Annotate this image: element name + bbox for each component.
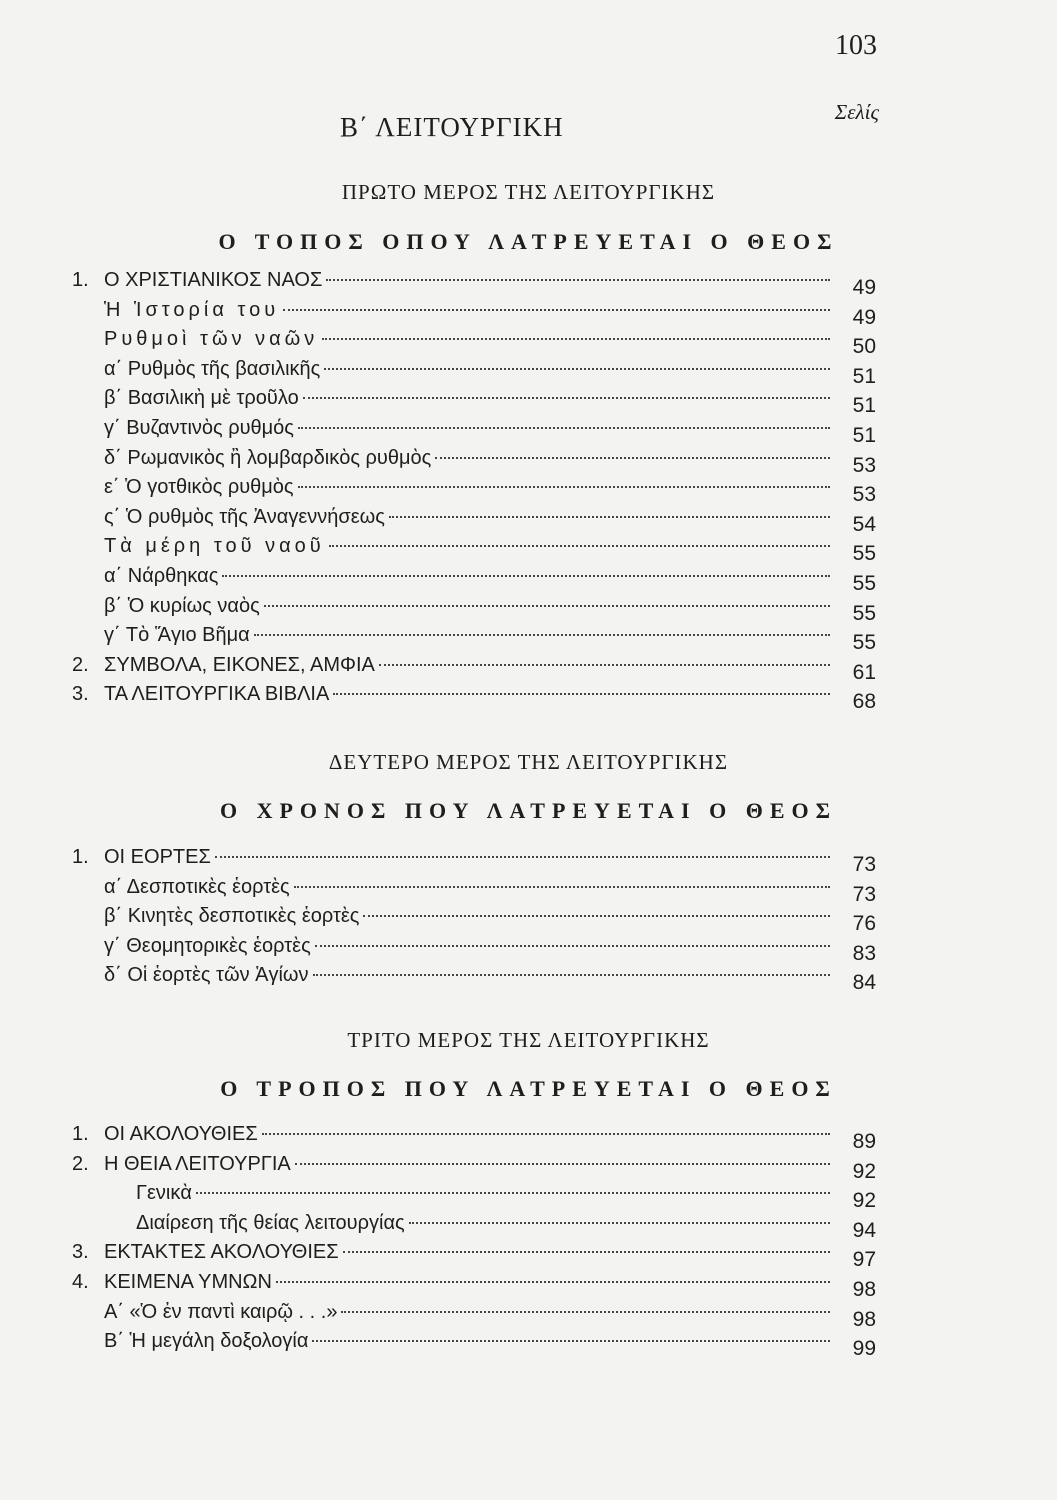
- toc-number: 4.: [72, 1270, 89, 1293]
- toc-page: 89: [852, 1130, 876, 1153]
- dot-leader: [333, 693, 830, 695]
- part-1-toc: [72, 268, 876, 712]
- toc-entry: [72, 1122, 876, 1152]
- toc-text: Ρυθμοὶ τῶν ναῶν: [104, 328, 319, 351]
- dot-leader: [341, 1311, 830, 1313]
- dot-leader: [196, 1192, 830, 1194]
- toc-text: β΄ Ὁ κυρίως ναὸς: [104, 594, 260, 617]
- toc-page: 92: [852, 1189, 876, 1213]
- toc-page: 49: [852, 276, 876, 299]
- dot-leader: [294, 886, 830, 888]
- toc-text: Α΄ «Ὁ ἐν παντὶ καιρῷ . . .»: [104, 1300, 338, 1323]
- part-3-toc: [72, 1122, 876, 1359]
- toc-text: Β΄ Ἡ μεγάλη δοξολογία: [104, 1330, 309, 1353]
- toc-text: α΄ Ρυθμὸς τῆς βασιλικῆς: [104, 357, 321, 380]
- toc-entry: [72, 1211, 876, 1241]
- toc-text: ΚΕΙΜΕΝΑ ΥΜΝΩΝ: [104, 1270, 272, 1293]
- toc-text: γ΄ Θεομητορικὲς ἑορτὲς: [104, 934, 311, 957]
- toc-text: γ΄ Τὸ Ἅγιο Βῆμα: [104, 624, 250, 647]
- toc-page: 98: [852, 1277, 876, 1301]
- part-2-subtitle: Ο ΧΡΟΝΟΣ ΠΟΥ ΛΑΤΡΕΥΕΤΑΙ Ο ΘΕΟΣ: [219, 798, 837, 823]
- dot-leader: [329, 545, 830, 547]
- toc-entry: [72, 327, 876, 357]
- toc-number: 2.: [72, 653, 89, 676]
- toc-entry: [72, 446, 876, 476]
- toc-entry: [72, 1181, 876, 1211]
- dot-leader: [322, 338, 830, 340]
- part-2-title: ΔΕΥΤΕΡΟ ΜΕΡΟΣ ΤΗΣ ΛΕΙΤΟΥΡΓΙΚΗΣ: [328, 750, 729, 774]
- toc-entry: [72, 475, 876, 505]
- toc-number: 1.: [72, 269, 89, 291]
- toc-page: 83: [852, 941, 876, 965]
- dot-leader: [435, 457, 830, 459]
- toc-entry: [72, 934, 876, 964]
- toc-page: 54: [852, 512, 876, 536]
- toc-page: 53: [852, 453, 876, 477]
- dot-leader: [295, 1163, 830, 1165]
- main-title: Β΄ ΛΕΙΤΟΥΡΓΙΚΗ: [340, 112, 564, 142]
- toc-page: 53: [852, 483, 876, 507]
- toc-text: Η ΘΕΙΑ ΛΕΙΤΟΥΡΓΙΑ: [104, 1152, 291, 1175]
- toc-entry: [72, 845, 876, 875]
- toc-page: 73: [852, 882, 876, 906]
- toc-entry: [72, 1240, 876, 1270]
- toc-entry: [72, 268, 876, 298]
- toc-entry: [72, 505, 876, 535]
- part-1-subtitle: Ο ΤΟΠΟΣ ΟΠΟΥ ΛΑΤΡΕΥΕΤΑΙ Ο ΘΕΟΣ: [218, 229, 839, 254]
- toc-text: ΕΚΤΑΚΤΕΣ ΑΚΟΛΟΥΘΙΕΣ: [104, 1241, 339, 1264]
- toc-text: γ΄ Βυζαντινὸς ρυθμός: [104, 416, 294, 439]
- toc-text: δ΄ Ρωμανικὸς ἢ λομβαρδικὸς ρυθμὸς: [104, 446, 432, 469]
- toc-page: 97: [852, 1248, 876, 1272]
- toc-text: ΤΑ ΛΕΙΤΟΥΡΓΙΚΑ ΒΙΒΛΙΑ: [104, 683, 330, 706]
- toc-text: Διαίρεση τῆς θείας λειτουργίας: [136, 1211, 405, 1234]
- toc-entry: [72, 682, 876, 712]
- toc-entry: [72, 875, 876, 905]
- toc-entry: [72, 594, 876, 624]
- toc-text: β΄ Βασιλικὴ μὲ τροῦλο: [104, 387, 299, 410]
- toc-entry: [72, 1329, 876, 1359]
- toc-entry: [72, 1152, 876, 1182]
- toc-page: 55: [852, 542, 876, 566]
- toc-entry: [72, 534, 876, 564]
- part-3-title: ΤΡΙΤΟ ΜΕΡΟΣ ΤΗΣ ΛΕΙΤΟΥΡΓΙΚΗΣ: [347, 1028, 710, 1052]
- page-number: 103: [835, 30, 877, 61]
- toc-entry: [72, 963, 876, 993]
- toc-number: 1.: [72, 846, 89, 868]
- toc-entry: [72, 357, 876, 387]
- toc-page: 50: [852, 335, 876, 359]
- toc-page: 76: [852, 912, 876, 936]
- toc-page: 49: [852, 305, 876, 329]
- dot-leader: [254, 634, 830, 636]
- dot-leader: [343, 1251, 830, 1253]
- toc-text: Ἡ Ἱστορία του: [104, 298, 280, 321]
- dot-leader: [283, 309, 830, 311]
- toc-entry: [72, 623, 876, 653]
- part-1-title: ΠΡΩΤΟ ΜΕΡΟΣ ΤΗΣ ΛΕΙΤΟΥΡΓΙΚΗΣ: [341, 180, 716, 204]
- toc-entry: [72, 653, 876, 683]
- toc-page: 51: [852, 394, 876, 418]
- page-column-label: Σελίς: [834, 100, 879, 124]
- dot-leader: [276, 1281, 830, 1283]
- toc-text: Ο ΧΡΙΣΤΙΑΝΙΚΟΣ ΝΑΟΣ: [104, 269, 323, 291]
- toc-page: 55: [852, 571, 876, 595]
- dot-leader: [363, 915, 830, 917]
- toc-page: 55: [852, 631, 876, 655]
- dot-leader: [312, 1340, 830, 1342]
- dot-leader: [264, 605, 830, 607]
- part-3-subtitle: Ο ΤΡΟΠΟΣ ΠΟΥ ΛΑΤΡΕΥΕΤΑΙ Ο ΘΕΟΣ: [220, 1076, 837, 1101]
- toc-page: 98: [852, 1307, 876, 1331]
- toc-page: 51: [852, 423, 876, 447]
- toc-text: δ΄ Οἱ ἑορτὲς τῶν Ἁγίων: [104, 964, 309, 987]
- toc-number: 3.: [72, 683, 89, 706]
- dot-leader: [262, 1133, 830, 1135]
- dot-leader: [315, 945, 830, 947]
- toc-text: Γενικὰ: [136, 1182, 192, 1205]
- toc-page: 68: [852, 690, 876, 714]
- dot-leader: [298, 427, 830, 429]
- toc-entry: [72, 1300, 876, 1330]
- dot-leader: [324, 368, 830, 370]
- toc-text: ε΄ Ὁ γοτθικὸς ρυθμὸς: [104, 476, 294, 499]
- dot-leader: [215, 856, 830, 858]
- toc-entry: [72, 416, 876, 446]
- toc-page: 51: [852, 364, 876, 388]
- part-2-toc: [72, 845, 876, 993]
- toc-page: 73: [852, 853, 876, 876]
- toc-number: 2.: [72, 1152, 89, 1175]
- toc-text: Τὰ μέρη τοῦ ναοῦ: [104, 535, 325, 558]
- dot-leader: [326, 279, 830, 281]
- toc-text: ΟΙ ΕΟΡΤΕΣ: [104, 846, 211, 868]
- toc-entry: [72, 904, 876, 934]
- toc-entry: [72, 386, 876, 416]
- toc-text: ς΄ Ὁ ρυθμὸς τῆς Ἀναγεννήσεως: [104, 505, 385, 528]
- dot-leader: [389, 516, 830, 518]
- toc-number: 3.: [72, 1241, 89, 1264]
- toc-number: 1.: [72, 1123, 89, 1145]
- toc-page: 61: [852, 660, 876, 684]
- dot-leader: [303, 397, 830, 399]
- toc-page: 55: [852, 601, 876, 625]
- toc-entry: [72, 1270, 876, 1300]
- dot-leader: [222, 575, 830, 577]
- dot-leader: [298, 486, 830, 488]
- toc-page: 94: [852, 1218, 876, 1242]
- dot-leader: [379, 664, 830, 666]
- toc-text: ΟΙ ΑΚΟΛΟΥΘΙΕΣ: [104, 1123, 258, 1145]
- toc-page: 84: [852, 971, 876, 995]
- dot-leader: [409, 1222, 830, 1224]
- toc-page: 99: [852, 1337, 876, 1361]
- toc-text: ΣΥΜΒΟΛΑ, ΕΙΚΟΝΕΣ, ΑΜΦΙΑ: [104, 653, 375, 676]
- toc-page: 92: [852, 1159, 876, 1183]
- toc-text: α΄ Δεσποτικὲς ἑορτὲς: [104, 875, 290, 898]
- dot-leader: [313, 974, 830, 976]
- toc-text: β΄ Κινητὲς δεσποτικὲς ἑορτὲς: [104, 905, 360, 928]
- toc-entry: [72, 298, 876, 328]
- toc-text: α΄ Νάρθηκας: [104, 564, 219, 587]
- toc-entry: [72, 564, 876, 594]
